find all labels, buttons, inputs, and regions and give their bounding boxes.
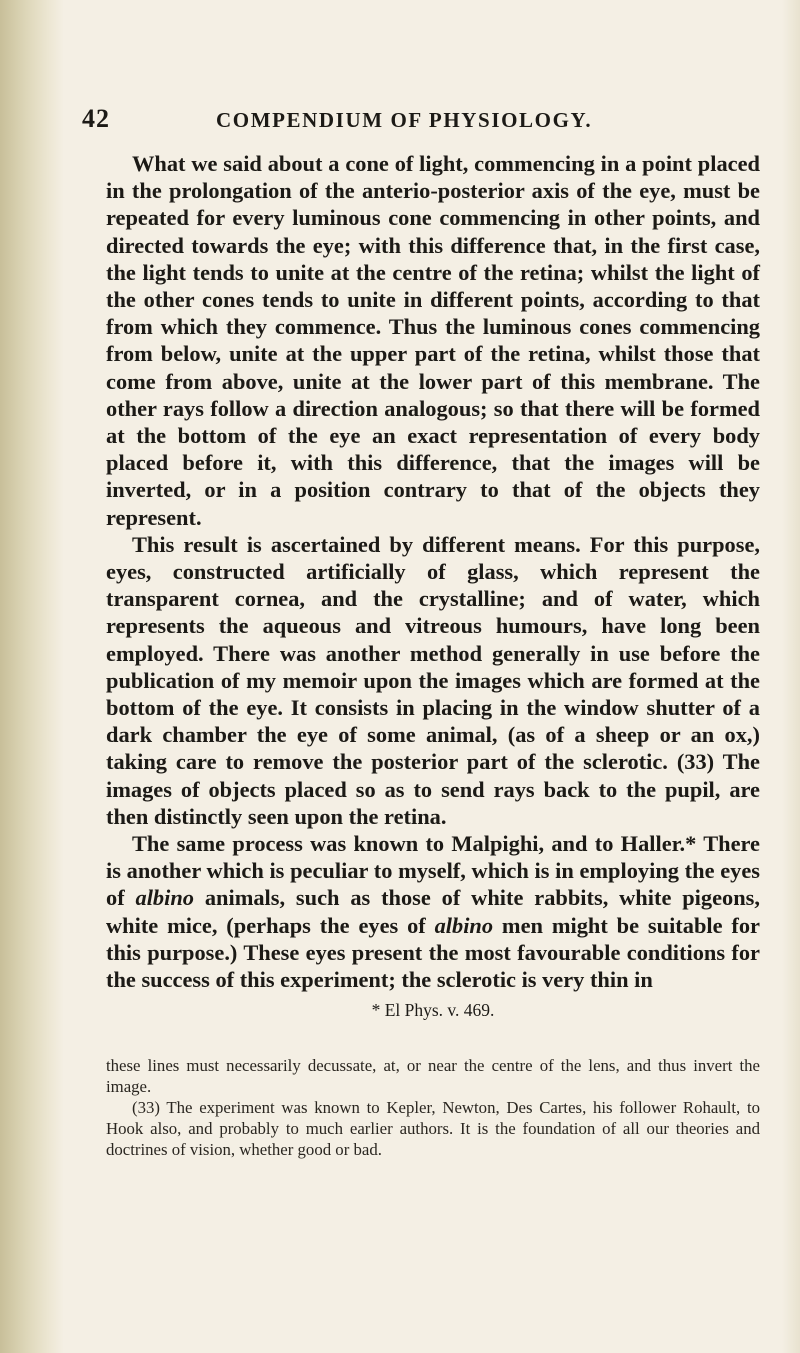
albino-italic: albino — [135, 885, 194, 911]
main-text — [106, 150, 760, 993]
note-continuation: these lines must necessarily decussate, at, or near the centre of the lens, and thus invert the image. — [106, 1056, 760, 1096]
paragraph-3-part-a: The same process was known to Malpighi, and to Haller.* There is another which is peculiar to myself, which is in employing the eyes of — [106, 831, 760, 911]
paragraph-3-part-c: men might be suitable for this purpose.) These eyes present the most favourable conditions for the success of this experiment; the sclerotic is very thin in — [106, 912, 760, 993]
footnote: * El Phys. v. 469. — [371, 1000, 495, 1020]
paragraph-2: This result is ascertained by different means. For this purpose, eyes, constructed artificially of glass, which represent the transparent cornea, and the crystalline; and of water, which represents the aqueous and vitreous humours, have long been employed. There was another method generally in use before the publication of my memoir upon the images which are formed at the bottom of the eye. It consists in placing in the window shutter of a dark chamber the eye of some animal, (as of a sheep or an ox,) taking care to remove the posterior part of the sclerotic. (33) The images of objects placed so as to send rays back to the pupil, are then distinctly seen upon the retina. — [106, 531, 760, 829]
page-number: 42 — [82, 104, 110, 133]
note-33: (33) The experiment was known to Kepler, Newton, Des Cartes, his follower Rohault, to Hook also, and probably to much earlier authors. It is the foundation of all our theories and doctrines of vision, whether good or bad. — [106, 1098, 760, 1159]
paragraph-1: What we said about a cone of light, commencing in a point placed in the prolongation of the anterio-posterior axis of the eye, must be repeated for every luminous cone commencing in other points, and directed towards the eye; with this difference that, in the first case, the light tends to unite at the centre of the retina; whilst the light of the other cones tends to unite in different points, according to that from which they commence. Thus the luminous cones commencing from below, unite at the upper part of the retina, whilst those that come from above, unite at the lower part of this membrane. The other rays follow a direction analogous; so that there will be formed at the bottom of the eye an exact representation of every body placed before it, with this difference, that the images will be inverted, or in a position contrary to that of the objects they represent. — [106, 151, 760, 530]
running-head: COMPENDIUM OF PHYSIOLOGY. — [216, 108, 593, 132]
page-header — [0, 104, 800, 144]
page-edge-shadow — [782, 0, 800, 1353]
albino-italic: albino — [434, 912, 494, 938]
paragraph-3 — [106, 830, 760, 993]
editor-notes — [106, 1055, 760, 1160]
paragraph-3-part-b: animals, such as those of white rabbits, white pigeons, white mice, (perhaps the eyes of — [106, 885, 760, 938]
book-binding-shadow — [0, 0, 64, 1353]
